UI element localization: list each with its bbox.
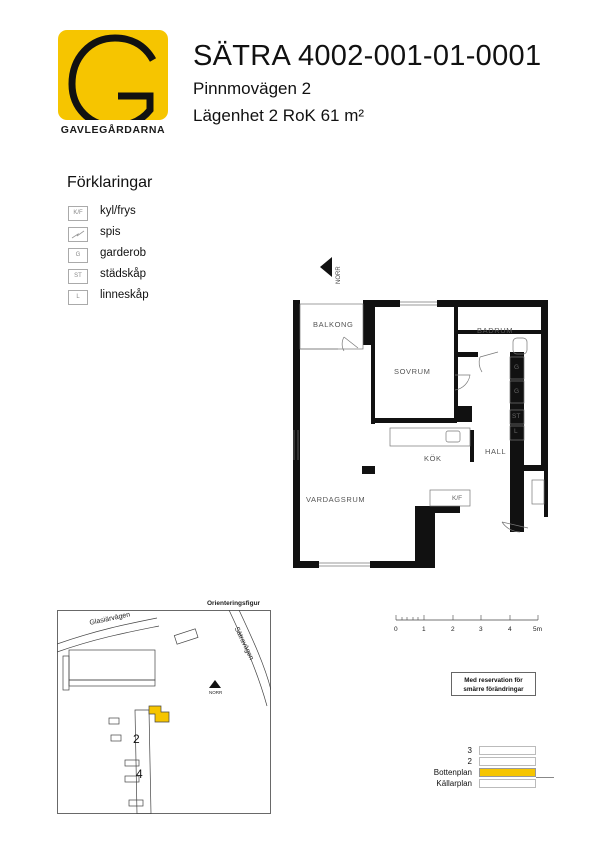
floor-box-kallarplan: [479, 779, 536, 788]
orientation-title: Orienteringsfigur: [207, 600, 261, 607]
legend-title: Förklaringar: [67, 174, 153, 191]
legend-code: L: [68, 290, 88, 305]
room-kok: KÖK: [424, 454, 442, 463]
house-number-4: 4: [136, 767, 143, 781]
floor-plan: [280, 290, 555, 590]
legend-label: kyl/frys: [100, 205, 136, 217]
legend-code: K/F: [68, 206, 88, 221]
scale-tick-0: 0: [394, 626, 398, 633]
scale-tick-4: 4: [508, 626, 512, 633]
scale-bar: [392, 612, 542, 626]
room-balkong: BALKONG: [313, 320, 354, 329]
page-title: SÄTRA 4002-001-01-0001: [193, 40, 542, 72]
legend-label: garderob: [100, 247, 147, 259]
address: Pinnmovägen 2: [193, 79, 312, 98]
scale-tick-2: 2: [451, 626, 455, 633]
floor-marker-line: [536, 777, 554, 778]
room-vardagsrum: VARDAGSRUM: [306, 495, 366, 504]
room-hall: HALL: [485, 447, 507, 456]
floor-label-2: 2: [467, 757, 472, 766]
house-number-2: 2: [133, 732, 140, 746]
floor-label-kallarplan: Källarplan: [436, 779, 472, 788]
fixture-g2: G: [514, 388, 520, 395]
logo: [58, 30, 168, 120]
floor-label-bottenplan: Bottenplan: [433, 768, 472, 777]
floor-label-3: 3: [467, 746, 472, 755]
scale-tick-5: 5m: [533, 626, 543, 633]
floor-box-3: [479, 746, 536, 755]
stove-icon: [68, 227, 88, 242]
reservation-note: [451, 672, 536, 696]
room-badrum: BADRUM: [477, 326, 514, 335]
legend-label: linneskåp: [100, 289, 149, 301]
north-label: NORR: [336, 266, 342, 284]
fixture-kf: K/F: [452, 495, 463, 502]
room-sovrum: SOVRUM: [394, 367, 431, 376]
logo-text: GAVLEGÅRDARNA: [60, 124, 166, 136]
floor-box-2: [479, 757, 536, 766]
fixture-st: ST: [512, 413, 521, 420]
floor-box-bottenplan: [479, 768, 536, 777]
apartment-info: Lägenhet 2 RoK 61 m²: [193, 106, 365, 125]
fixture-g1: G: [514, 364, 520, 371]
orientation-north-label: NORR: [209, 690, 223, 695]
scale-tick-3: 3: [479, 626, 483, 633]
note-line-2: smärre förändringar: [463, 686, 524, 693]
note-line-1: Med reservation för: [464, 677, 523, 684]
legend-code: G: [68, 248, 88, 263]
legend-code: ST: [68, 269, 88, 284]
logo-g-icon: [58, 30, 168, 120]
legend-label: städskåp: [100, 268, 147, 280]
scale-tick-1: 1: [422, 626, 426, 633]
fixture-l: L: [514, 428, 518, 435]
street-satravagen: Sätravägen: [232, 626, 255, 662]
street-glasiarvagen: Glasiärvägen: [89, 611, 131, 627]
legend-label: spis: [100, 226, 121, 238]
